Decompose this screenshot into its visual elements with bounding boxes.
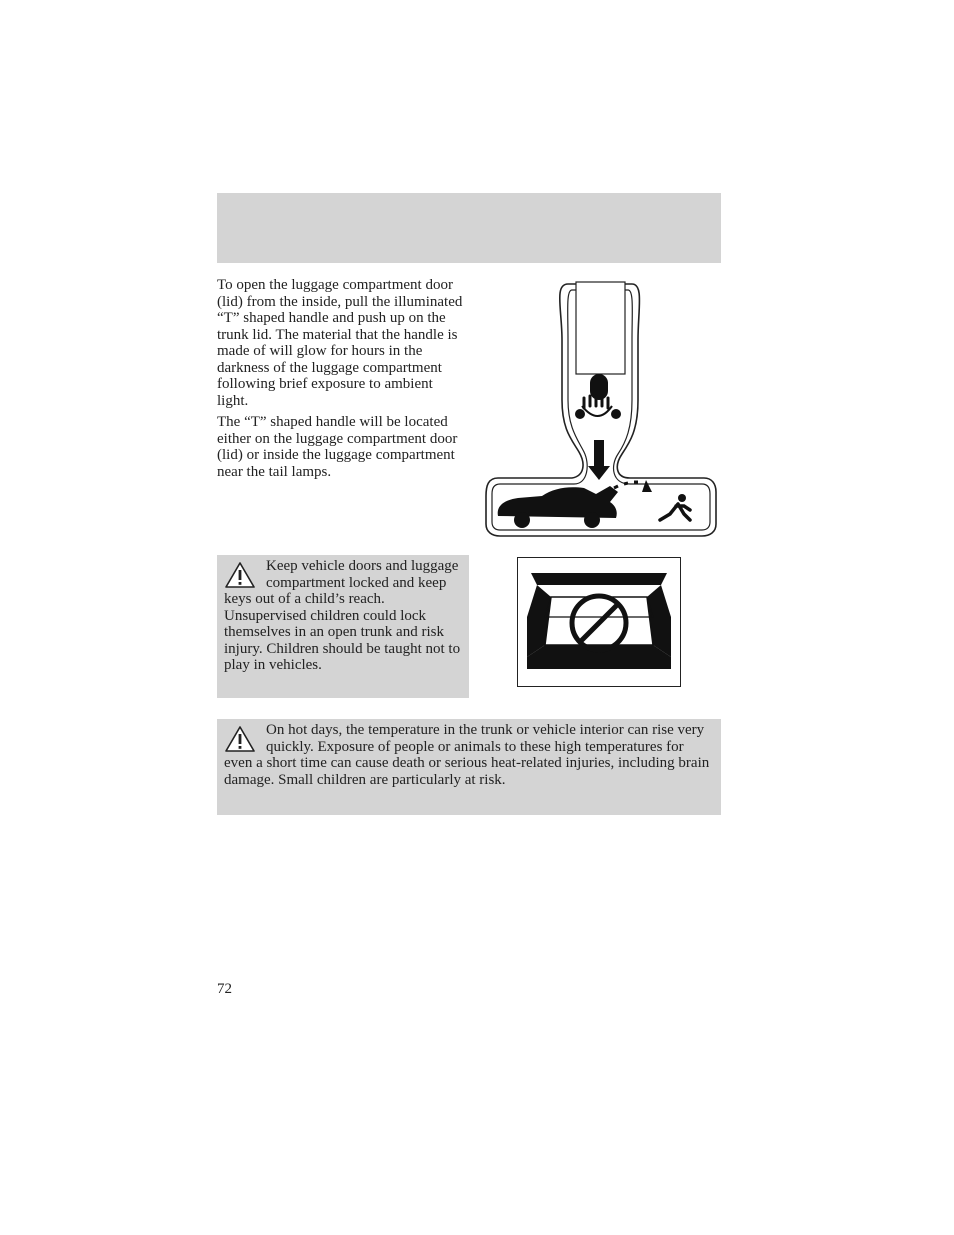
warning-triangle-icon	[224, 561, 256, 589]
warning-text-children: Keep vehicle doors and luggage compartment locked and keep keys out of a child’s reach. Unsupervised children could lock themselves in an open trunk and risk injury. Children should be taught not to play in vehicles.	[224, 558, 461, 673]
page-number: 72	[217, 981, 232, 997]
trunk-release-handle-illustration	[484, 280, 718, 538]
paragraph-open-trunk: To open the luggage compartment door (lid) from the inside, pull the illuminated “T” shaped handle and push up on the trunk lid. The material that the handle is made of will glow for hours in the darkness of the luggage compartment following brief exposure to ambient light.	[217, 277, 463, 409]
body-text	[217, 277, 467, 485]
warning-box-hot-days	[217, 719, 721, 815]
open-trunk-prohibited-illustration	[517, 557, 681, 687]
section-header-bar	[217, 193, 721, 263]
warning-box-children-locked	[217, 555, 469, 698]
paragraph-handle-location: The “T” shaped handle will be located either on the luggage compartment door (lid) or inside the luggage compartment near the tail lamps.	[217, 414, 458, 480]
warning-text-heat: On hot days, the temperature in the trunk or vehicle interior can rise very quickly. Exposure of people or animals to these high temperatures for even a short time can cause death or serious heat-related injuries, including brain damage. Small children are particularly at risk.	[224, 722, 710, 788]
warning-triangle-icon	[224, 725, 256, 753]
